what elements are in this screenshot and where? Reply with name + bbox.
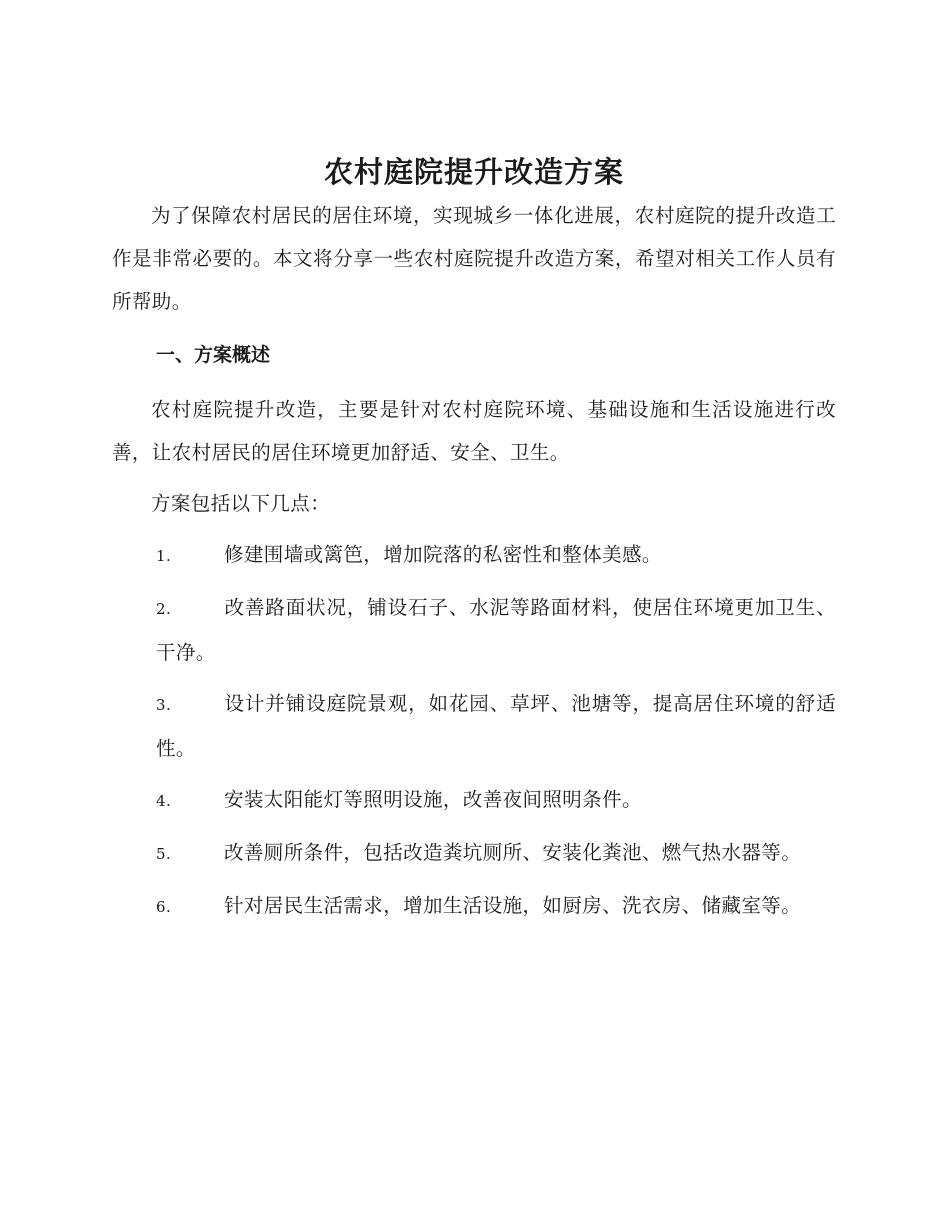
document-page bbox=[112, 150, 836, 929]
list-item bbox=[112, 831, 836, 876]
spacer bbox=[112, 876, 836, 884]
list-text: 改善路面状况，铺设石子、水泥等路面材料，使居住环境更加卫生、干净。 bbox=[156, 596, 836, 664]
list-intro-paragraph: 方案包括以下几点： bbox=[151, 492, 331, 515]
spacer bbox=[112, 770, 836, 778]
spacer bbox=[112, 323, 836, 334]
spacer bbox=[112, 525, 836, 533]
spacer bbox=[112, 578, 836, 586]
list-number: 1. bbox=[156, 547, 172, 565]
spacer bbox=[112, 474, 836, 482]
section-heading: 一、方案概述 bbox=[156, 344, 271, 366]
spacer bbox=[112, 823, 836, 831]
list-text: 修建围墙或篱笆，增加院落的私密性和整体美感。 bbox=[224, 543, 662, 566]
plan-list bbox=[112, 533, 836, 929]
list-item bbox=[112, 778, 836, 823]
list-item bbox=[112, 533, 836, 578]
list-number: 5. bbox=[156, 845, 172, 863]
list-text: 设计并铺设庭院景观，如花园、草坪、池塘等，提高居住环境的舒适性。 bbox=[156, 692, 836, 760]
list-text: 针对居民生活需求，增加生活设施，如厨房、洗衣房、储藏室等。 bbox=[224, 894, 802, 917]
spacer bbox=[112, 377, 836, 388]
list-number: 6. bbox=[156, 898, 172, 916]
spacer bbox=[112, 674, 836, 682]
list-number: 4. bbox=[156, 792, 172, 810]
list-item bbox=[112, 884, 836, 929]
document-title: 农村庭院提升改造方案 bbox=[323, 155, 624, 189]
list-number: 3. bbox=[156, 696, 172, 714]
overview-paragraph: 农村庭院提升改造，主要是针对农村庭院环境、基础设施和生活设施进行改善，让农村居民的居住环境更加舒适、安全、卫生。 bbox=[112, 398, 836, 464]
list-text: 改善厕所条件，包括改造粪坑厕所、安装化粪池、燃气热水器等。 bbox=[224, 841, 802, 864]
list-item bbox=[112, 682, 836, 770]
list-number: 2. bbox=[156, 600, 172, 618]
list-text: 安装太阳能灯等照明设施，改善夜间照明条件。 bbox=[224, 788, 642, 811]
intro-paragraph: 为了保障农村居民的居住环境，实现城乡一体化进展，农村庭院的提升改造工作是非常必要的。本文将分享一些农村庭院提升改造方案，希望对相关工作人员有所帮助。 bbox=[112, 204, 836, 313]
list-item bbox=[112, 586, 836, 674]
